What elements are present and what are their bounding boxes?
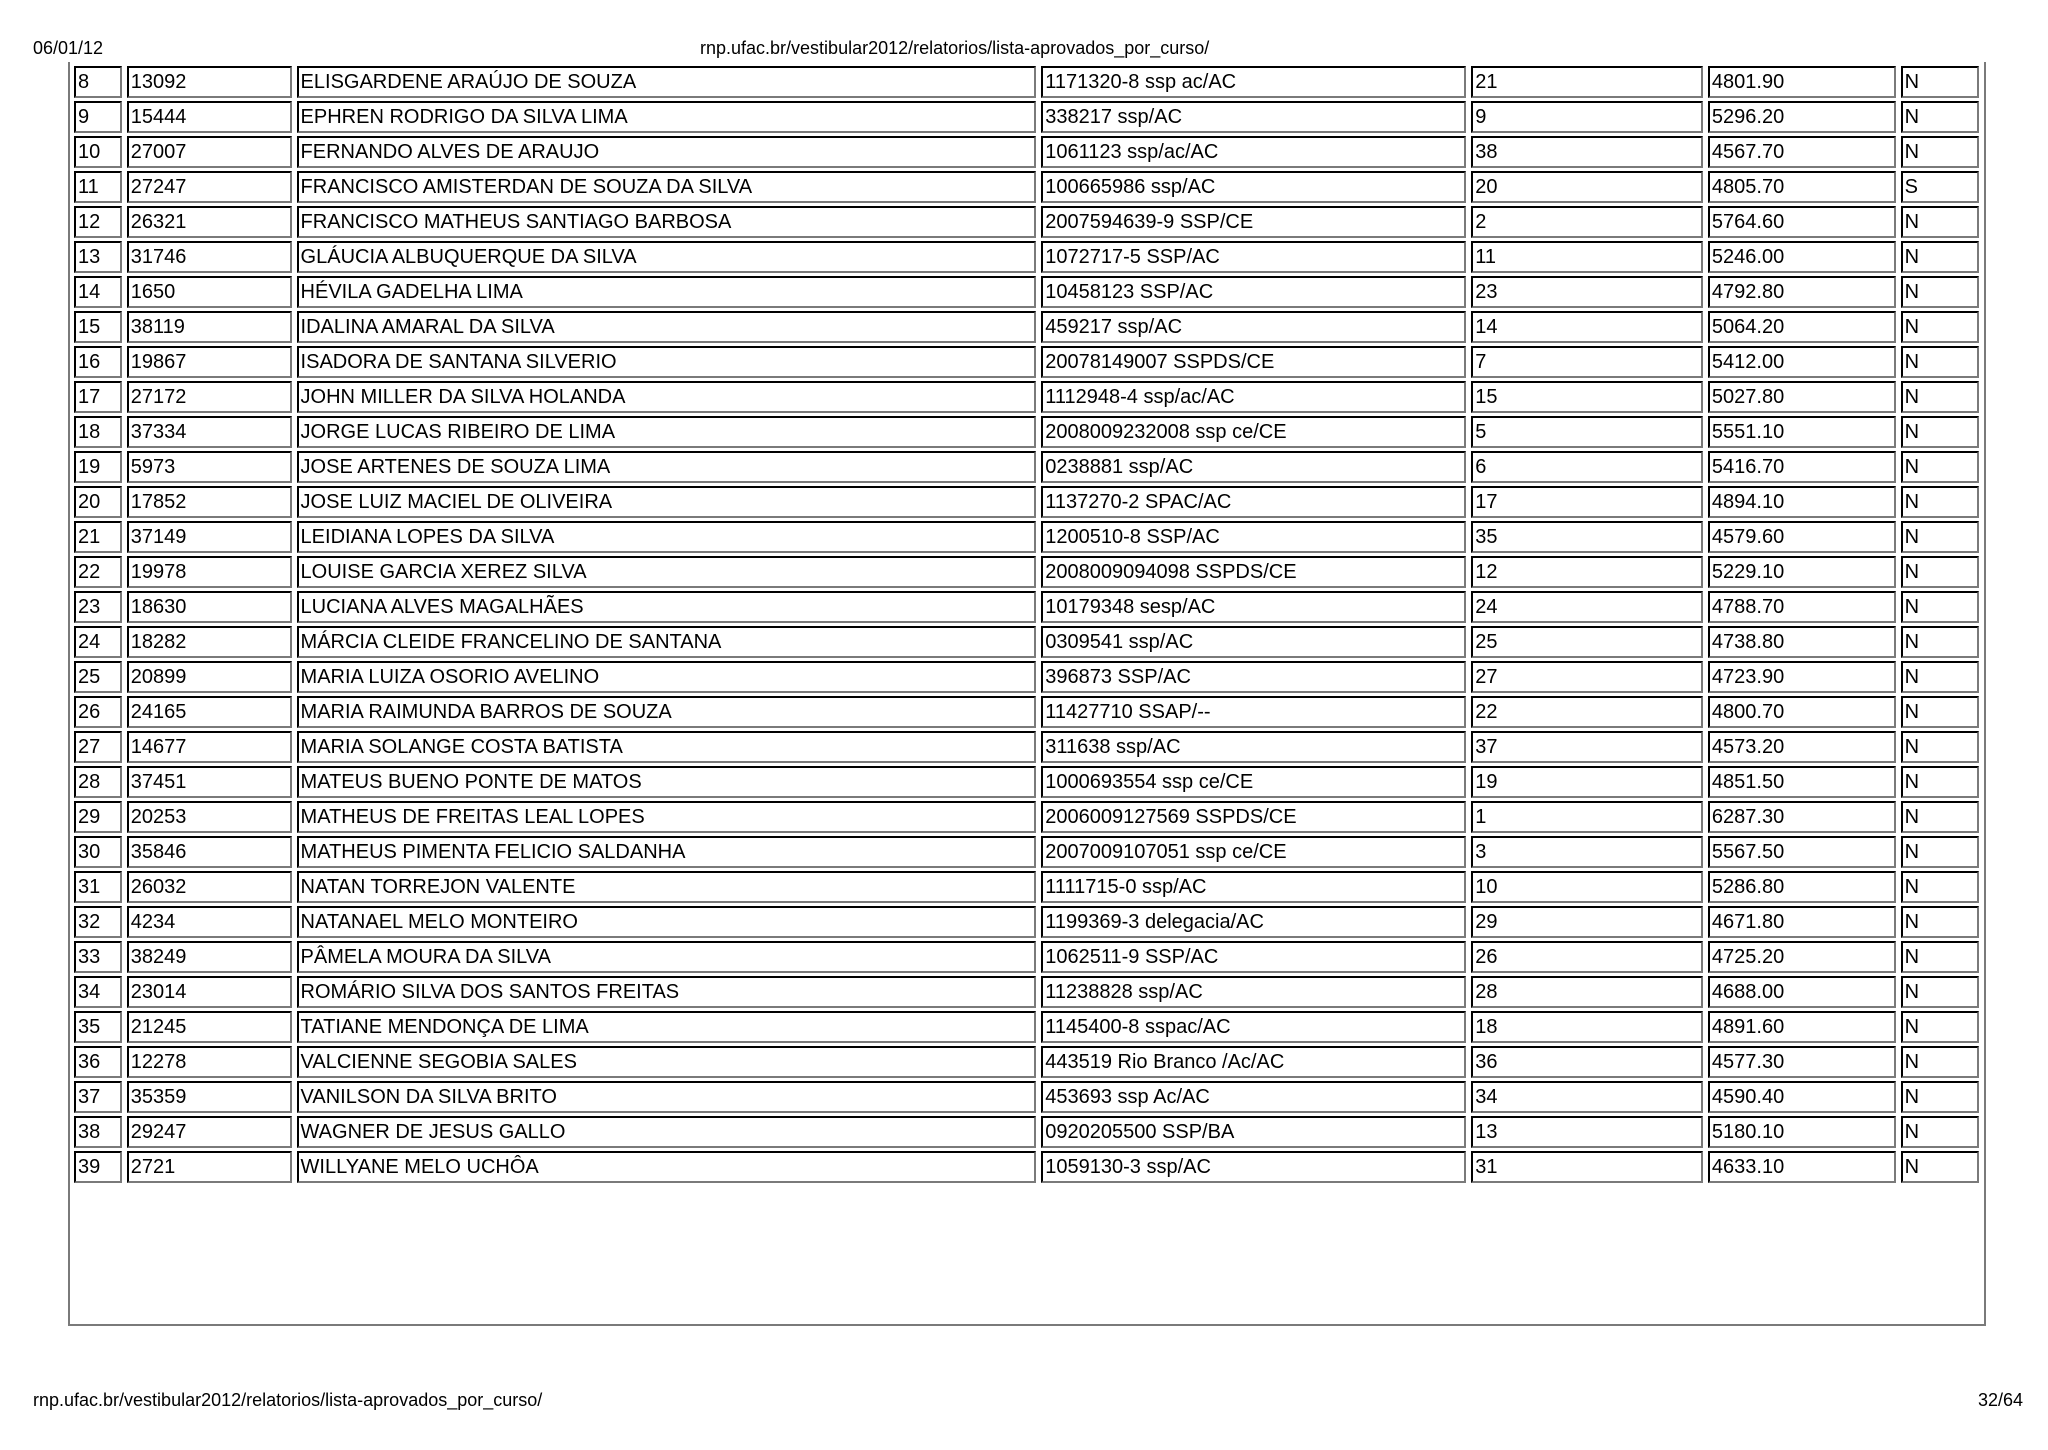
page-number: 32/64	[1977, 1390, 2023, 1410]
registration-cell: 27172	[127, 381, 292, 413]
position-cell: 21	[74, 521, 122, 553]
registration-cell: 20253	[127, 801, 292, 833]
score-cell: 4894.10	[1708, 486, 1896, 518]
score-cell: 5416.70	[1708, 451, 1896, 483]
flag-cell: N	[1901, 696, 1979, 728]
id-document-cell: 10179348 sesp/AC	[1041, 591, 1466, 623]
table-row	[74, 66, 1979, 98]
classification-cell: 7	[1471, 346, 1703, 378]
table-row	[74, 766, 1979, 798]
table-row	[74, 521, 1979, 553]
registration-cell: 19978	[127, 556, 292, 588]
classification-cell: 11	[1471, 241, 1703, 273]
id-document-cell: 338217 ssp/AC	[1041, 101, 1466, 133]
id-document-cell: 10458123 SSP/AC	[1041, 276, 1466, 308]
position-cell: 34	[74, 976, 122, 1008]
position-cell: 32	[74, 906, 122, 938]
score-cell: 6287.30	[1708, 801, 1896, 833]
classification-cell: 10	[1471, 871, 1703, 903]
flag-cell: N	[1901, 941, 1979, 973]
score-cell: 4723.90	[1708, 661, 1896, 693]
name-cell: JOHN MILLER DA SILVA HOLANDA	[297, 381, 1037, 413]
name-cell: MATHEUS DE FREITAS LEAL LOPES	[297, 801, 1037, 833]
name-cell: VALCIENNE SEGOBIA SALES	[297, 1046, 1037, 1078]
registration-cell: 29247	[127, 1116, 292, 1148]
score-cell: 5246.00	[1708, 241, 1896, 273]
registration-cell: 20899	[127, 661, 292, 693]
registration-cell: 37334	[127, 416, 292, 448]
table-row	[74, 591, 1979, 623]
id-document-cell: 1000693554 ssp ce/CE	[1041, 766, 1466, 798]
flag-cell: N	[1901, 801, 1979, 833]
name-cell: MATEUS BUENO PONTE DE MATOS	[297, 766, 1037, 798]
table-row	[74, 556, 1979, 588]
classification-cell: 37	[1471, 731, 1703, 763]
registration-cell: 26321	[127, 206, 292, 238]
registration-cell: 4234	[127, 906, 292, 938]
position-cell: 9	[74, 101, 122, 133]
score-cell: 5286.80	[1708, 871, 1896, 903]
table-row	[74, 346, 1979, 378]
registration-cell: 1650	[127, 276, 292, 308]
score-cell: 5229.10	[1708, 556, 1896, 588]
name-cell: LEIDIANA LOPES DA SILVA	[297, 521, 1037, 553]
score-cell: 4805.70	[1708, 171, 1896, 203]
registration-cell: 27247	[127, 171, 292, 203]
registration-cell: 13092	[127, 66, 292, 98]
registration-cell: 27007	[127, 136, 292, 168]
name-cell: JOSE ARTENES DE SOUZA LIMA	[297, 451, 1037, 483]
table-row	[74, 976, 1979, 1008]
flag-cell: N	[1901, 626, 1979, 658]
name-cell: GLÁUCIA ALBUQUERQUE DA SILVA	[297, 241, 1037, 273]
flag-cell: N	[1901, 1081, 1979, 1113]
score-cell: 4671.80	[1708, 906, 1896, 938]
position-cell: 8	[74, 66, 122, 98]
registration-cell: 31746	[127, 241, 292, 273]
name-cell: ROMÁRIO SILVA DOS SANTOS FREITAS	[297, 976, 1037, 1008]
id-document-cell: 1171320-8 ssp ac/AC	[1041, 66, 1466, 98]
position-cell: 24	[74, 626, 122, 658]
position-cell: 17	[74, 381, 122, 413]
id-document-cell: 459217 ssp/AC	[1041, 311, 1466, 343]
position-cell: 31	[74, 871, 122, 903]
id-document-cell: 20078149007 SSPDS/CE	[1041, 346, 1466, 378]
table-row	[74, 206, 1979, 238]
print-date: 06/01/12	[33, 38, 104, 58]
table-row	[74, 941, 1979, 973]
table-row	[74, 136, 1979, 168]
table-row	[74, 241, 1979, 273]
flag-cell: N	[1901, 766, 1979, 798]
classification-cell: 18	[1471, 1011, 1703, 1043]
classification-cell: 9	[1471, 101, 1703, 133]
table-body	[74, 66, 1979, 1183]
score-cell: 5027.80	[1708, 381, 1896, 413]
results-table-frame	[68, 62, 1986, 1326]
position-cell: 33	[74, 941, 122, 973]
flag-cell: N	[1901, 591, 1979, 623]
position-cell: 13	[74, 241, 122, 273]
id-document-cell: 1061123 ssp/ac/AC	[1041, 136, 1466, 168]
id-document-cell: 2007594639-9 SSP/CE	[1041, 206, 1466, 238]
classification-cell: 13	[1471, 1116, 1703, 1148]
score-cell: 5567.50	[1708, 836, 1896, 868]
score-cell: 4579.60	[1708, 521, 1896, 553]
table-row	[74, 1116, 1979, 1148]
name-cell: WILLYANE MELO UCHÔA	[297, 1151, 1037, 1183]
id-document-cell: 1111715-0 ssp/AC	[1041, 871, 1466, 903]
flag-cell: N	[1901, 136, 1979, 168]
name-cell: IDALINA AMARAL DA SILVA	[297, 311, 1037, 343]
flag-cell: N	[1901, 1116, 1979, 1148]
flag-cell: N	[1901, 731, 1979, 763]
score-cell: 4725.20	[1708, 941, 1896, 973]
table-row	[74, 661, 1979, 693]
position-cell: 10	[74, 136, 122, 168]
registration-cell: 35846	[127, 836, 292, 868]
table-row	[74, 311, 1979, 343]
classification-cell: 20	[1471, 171, 1703, 203]
registration-cell: 24165	[127, 696, 292, 728]
name-cell: ELISGARDENE ARAÚJO DE SOUZA	[297, 66, 1037, 98]
flag-cell: N	[1901, 836, 1979, 868]
table-row	[74, 626, 1979, 658]
flag-cell: N	[1901, 101, 1979, 133]
id-document-cell: 396873 SSP/AC	[1041, 661, 1466, 693]
table-row	[74, 871, 1979, 903]
position-cell: 36	[74, 1046, 122, 1078]
name-cell: FERNANDO ALVES DE ARAUJO	[297, 136, 1037, 168]
flag-cell: N	[1901, 451, 1979, 483]
score-cell: 4792.80	[1708, 276, 1896, 308]
name-cell: EPHREN RODRIGO DA SILVA LIMA	[297, 101, 1037, 133]
classification-cell: 25	[1471, 626, 1703, 658]
score-cell: 5180.10	[1708, 1116, 1896, 1148]
table-row	[74, 101, 1979, 133]
flag-cell: N	[1901, 346, 1979, 378]
table-row	[74, 486, 1979, 518]
id-document-cell: 443519 Rio Branco /Ac/AC	[1041, 1046, 1466, 1078]
classification-cell: 22	[1471, 696, 1703, 728]
registration-cell: 12278	[127, 1046, 292, 1078]
registration-cell: 5973	[127, 451, 292, 483]
score-cell: 5064.20	[1708, 311, 1896, 343]
classification-cell: 15	[1471, 381, 1703, 413]
classification-cell: 23	[1471, 276, 1703, 308]
score-cell: 4688.00	[1708, 976, 1896, 1008]
position-cell: 30	[74, 836, 122, 868]
flag-cell: N	[1901, 521, 1979, 553]
classification-cell: 17	[1471, 486, 1703, 518]
score-cell: 4851.50	[1708, 766, 1896, 798]
registration-cell: 26032	[127, 871, 292, 903]
score-cell: 5296.20	[1708, 101, 1896, 133]
flag-cell: N	[1901, 416, 1979, 448]
score-cell: 4567.70	[1708, 136, 1896, 168]
registration-cell: 14677	[127, 731, 292, 763]
classification-cell: 36	[1471, 1046, 1703, 1078]
registration-cell: 38249	[127, 941, 292, 973]
classification-cell: 27	[1471, 661, 1703, 693]
flag-cell: N	[1901, 241, 1979, 273]
flag-cell: N	[1901, 381, 1979, 413]
id-document-cell: 0920205500 SSP/BA	[1041, 1116, 1466, 1148]
position-cell: 20	[74, 486, 122, 518]
registration-cell: 18630	[127, 591, 292, 623]
classification-cell: 1	[1471, 801, 1703, 833]
classification-cell: 12	[1471, 556, 1703, 588]
position-cell: 18	[74, 416, 122, 448]
id-document-cell: 100665986 ssp/AC	[1041, 171, 1466, 203]
score-cell: 4891.60	[1708, 1011, 1896, 1043]
name-cell: MÁRCIA CLEIDE FRANCELINO DE SANTANA	[297, 626, 1037, 658]
name-cell: TATIANE MENDONÇA DE LIMA	[297, 1011, 1037, 1043]
table-row	[74, 906, 1979, 938]
registration-cell: 37451	[127, 766, 292, 798]
score-cell: 4788.70	[1708, 591, 1896, 623]
score-cell: 4801.90	[1708, 66, 1896, 98]
table-row	[74, 276, 1979, 308]
flag-cell: S	[1901, 171, 1979, 203]
name-cell: LOUISE GARCIA XEREZ SILVA	[297, 556, 1037, 588]
classification-cell: 31	[1471, 1151, 1703, 1183]
table-row	[74, 1151, 1979, 1183]
flag-cell: N	[1901, 486, 1979, 518]
classification-cell: 5	[1471, 416, 1703, 448]
flag-cell: N	[1901, 1046, 1979, 1078]
classification-cell: 24	[1471, 591, 1703, 623]
id-document-cell: 0309541 ssp/AC	[1041, 626, 1466, 658]
score-cell: 4577.30	[1708, 1046, 1896, 1078]
flag-cell: N	[1901, 276, 1979, 308]
position-cell: 28	[74, 766, 122, 798]
table-row	[74, 1081, 1979, 1113]
classification-cell: 28	[1471, 976, 1703, 1008]
table-row	[74, 1011, 1979, 1043]
flag-cell: N	[1901, 871, 1979, 903]
id-document-cell: 1137270-2 SPAC/AC	[1041, 486, 1466, 518]
table-row	[74, 381, 1979, 413]
position-cell: 12	[74, 206, 122, 238]
name-cell: MARIA LUIZA OSORIO AVELINO	[297, 661, 1037, 693]
name-cell: WAGNER DE JESUS GALLO	[297, 1116, 1037, 1148]
id-document-cell: 1062511-9 SSP/AC	[1041, 941, 1466, 973]
name-cell: MARIA RAIMUNDA BARROS DE SOUZA	[297, 696, 1037, 728]
id-document-cell: 1199369-3 delegacia/AC	[1041, 906, 1466, 938]
table-row	[74, 696, 1979, 728]
position-cell: 14	[74, 276, 122, 308]
registration-cell: 18282	[127, 626, 292, 658]
score-cell: 4800.70	[1708, 696, 1896, 728]
position-cell: 15	[74, 311, 122, 343]
name-cell: FRANCISCO MATHEUS SANTIAGO BARBOSA	[297, 206, 1037, 238]
classification-cell: 21	[1471, 66, 1703, 98]
name-cell: MATHEUS PIMENTA FELICIO SALDANHA	[297, 836, 1037, 868]
flag-cell: N	[1901, 311, 1979, 343]
registration-cell: 38119	[127, 311, 292, 343]
table-row	[74, 836, 1979, 868]
flag-cell: N	[1901, 976, 1979, 1008]
page-url-header: rnp.ufac.br/vestibular2012/relatorios/lista-aprovados_por_curso/	[700, 38, 1210, 58]
position-cell: 23	[74, 591, 122, 623]
id-document-cell: 2006009127569 SSPDS/CE	[1041, 801, 1466, 833]
position-cell: 35	[74, 1011, 122, 1043]
name-cell: NATANAEL MELO MONTEIRO	[297, 906, 1037, 938]
position-cell: 25	[74, 661, 122, 693]
name-cell: PÂMELA MOURA DA SILVA	[297, 941, 1037, 973]
score-cell: 5764.60	[1708, 206, 1896, 238]
position-cell: 29	[74, 801, 122, 833]
name-cell: MARIA SOLANGE COSTA BATISTA	[297, 731, 1037, 763]
position-cell: 26	[74, 696, 122, 728]
flag-cell: N	[1901, 66, 1979, 98]
name-cell: HÉVILA GADELHA LIMA	[297, 276, 1037, 308]
position-cell: 22	[74, 556, 122, 588]
registration-cell: 19867	[127, 346, 292, 378]
id-document-cell: 11427710 SSAP/--	[1041, 696, 1466, 728]
id-document-cell: 1072717-5 SSP/AC	[1041, 241, 1466, 273]
id-document-cell: 2008009094098 SSPDS/CE	[1041, 556, 1466, 588]
classification-cell: 38	[1471, 136, 1703, 168]
flag-cell: N	[1901, 1151, 1979, 1183]
table-row	[74, 171, 1979, 203]
registration-cell: 23014	[127, 976, 292, 1008]
classification-cell: 3	[1471, 836, 1703, 868]
classification-cell: 6	[1471, 451, 1703, 483]
registration-cell: 15444	[127, 101, 292, 133]
table-row	[74, 801, 1979, 833]
score-cell: 4633.10	[1708, 1151, 1896, 1183]
name-cell: JOSE LUIZ MACIEL DE OLIVEIRA	[297, 486, 1037, 518]
classification-cell: 26	[1471, 941, 1703, 973]
score-cell: 4738.80	[1708, 626, 1896, 658]
name-cell: NATAN TORREJON VALENTE	[297, 871, 1037, 903]
score-cell: 5551.10	[1708, 416, 1896, 448]
registration-cell: 35359	[127, 1081, 292, 1113]
registration-cell: 21245	[127, 1011, 292, 1043]
flag-cell: N	[1901, 206, 1979, 238]
position-cell: 38	[74, 1116, 122, 1148]
flag-cell: N	[1901, 661, 1979, 693]
registration-cell: 37149	[127, 521, 292, 553]
page-url-footer: rnp.ufac.br/vestibular2012/relatorios/lista-aprovados_por_curso/	[33, 1390, 543, 1410]
classification-cell: 19	[1471, 766, 1703, 798]
table-row	[74, 1046, 1979, 1078]
score-cell: 4573.20	[1708, 731, 1896, 763]
id-document-cell: 1145400-8 sspac/AC	[1041, 1011, 1466, 1043]
table-row	[74, 731, 1979, 763]
classification-cell: 2	[1471, 206, 1703, 238]
position-cell: 16	[74, 346, 122, 378]
position-cell: 27	[74, 731, 122, 763]
id-document-cell: 453693 ssp Ac/AC	[1041, 1081, 1466, 1113]
name-cell: ISADORA DE SANTANA SILVERIO	[297, 346, 1037, 378]
name-cell: VANILSON DA SILVA BRITO	[297, 1081, 1037, 1113]
name-cell: JORGE LUCAS RIBEIRO DE LIMA	[297, 416, 1037, 448]
id-document-cell: 0238881 ssp/AC	[1041, 451, 1466, 483]
classification-cell: 35	[1471, 521, 1703, 553]
registration-cell: 17852	[127, 486, 292, 518]
id-document-cell: 11238828 ssp/AC	[1041, 976, 1466, 1008]
registration-cell: 2721	[127, 1151, 292, 1183]
id-document-cell: 311638 ssp/AC	[1041, 731, 1466, 763]
classification-cell: 29	[1471, 906, 1703, 938]
score-cell: 5412.00	[1708, 346, 1896, 378]
approved-candidates-table	[69, 63, 1984, 1186]
id-document-cell: 1200510-8 SSP/AC	[1041, 521, 1466, 553]
id-document-cell: 1112948-4 ssp/ac/AC	[1041, 381, 1466, 413]
score-cell: 4590.40	[1708, 1081, 1896, 1113]
flag-cell: N	[1901, 1011, 1979, 1043]
table-row	[74, 451, 1979, 483]
table-row	[74, 416, 1979, 448]
position-cell: 39	[74, 1151, 122, 1183]
position-cell: 11	[74, 171, 122, 203]
flag-cell: N	[1901, 906, 1979, 938]
flag-cell: N	[1901, 556, 1979, 588]
classification-cell: 14	[1471, 311, 1703, 343]
id-document-cell: 2008009232008 ssp ce/CE	[1041, 416, 1466, 448]
classification-cell: 34	[1471, 1081, 1703, 1113]
id-document-cell: 1059130-3 ssp/AC	[1041, 1151, 1466, 1183]
name-cell: FRANCISCO AMISTERDAN DE SOUZA DA SILVA	[297, 171, 1037, 203]
position-cell: 19	[74, 451, 122, 483]
position-cell: 37	[74, 1081, 122, 1113]
id-document-cell: 2007009107051 ssp ce/CE	[1041, 836, 1466, 868]
name-cell: LUCIANA ALVES MAGALHÃES	[297, 591, 1037, 623]
